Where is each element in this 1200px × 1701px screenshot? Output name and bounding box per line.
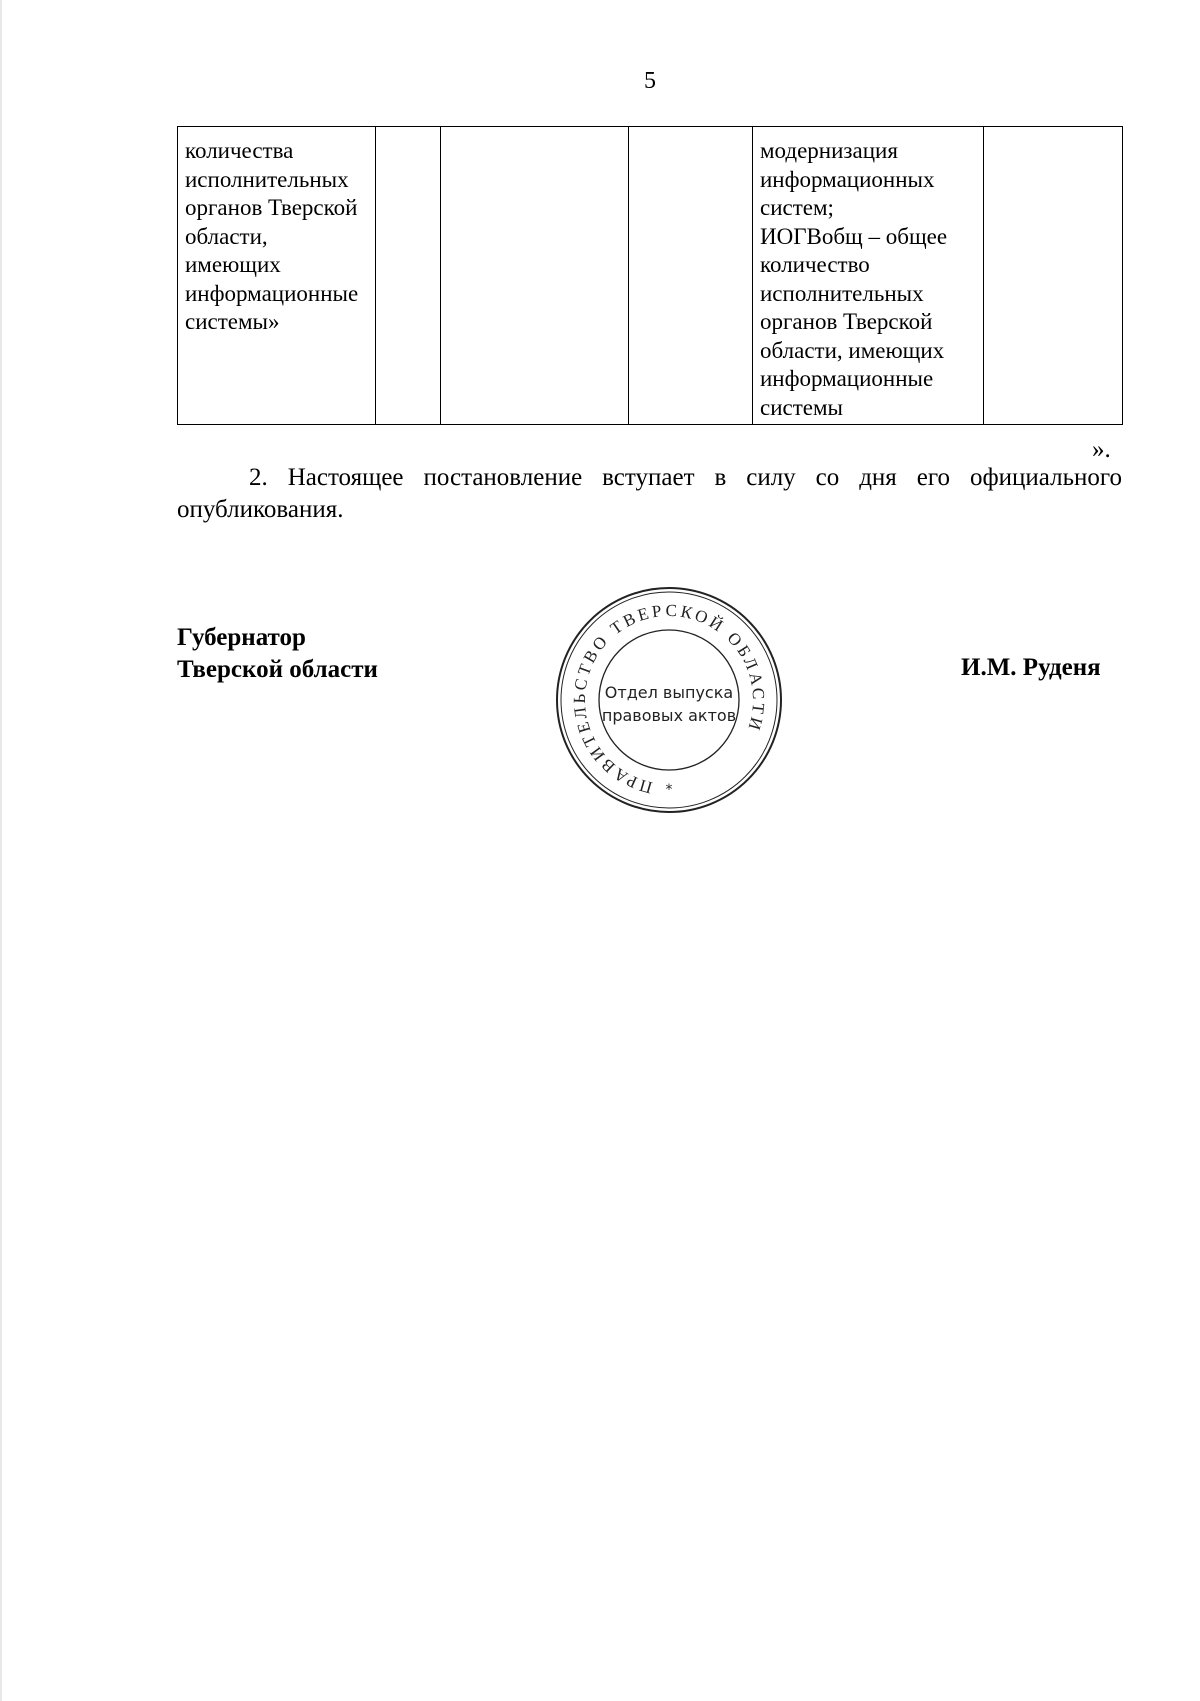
closing-quote: ». — [1092, 436, 1111, 463]
seal-center-line: Отдел выпуска — [604, 683, 734, 702]
cell-line: систем; — [760, 195, 834, 220]
official-seal — [554, 585, 784, 815]
signatory-title-line: Тверской области — [177, 656, 378, 683]
cell-line: имеющих — [185, 252, 281, 277]
cell-line: информационные — [185, 280, 359, 306]
signatory-title-line: Губернатор — [177, 624, 306, 651]
cell-line: органов Тверской — [185, 195, 358, 220]
seal-star: * — [665, 782, 673, 798]
scan-edge — [0, 0, 2, 1701]
table-cell-empty — [984, 127, 1123, 425]
table-cell-empty — [376, 127, 441, 425]
paragraph-2: 2. Настоящее постановление вступает в силу со дня его официального опубликования. — [177, 464, 1122, 523]
table-cell-formula — [753, 127, 984, 425]
seal-center-line: правовых актов — [601, 706, 737, 725]
table-cell-indicator — [178, 127, 376, 425]
cell-line: ИОГВобщ – общее — [760, 223, 948, 249]
continuation-table — [177, 126, 1123, 425]
cell-line: исполнительных — [760, 280, 924, 306]
table-row — [178, 127, 1123, 425]
cell-line: количества — [185, 138, 294, 163]
cell-line: органов Тверской — [760, 309, 933, 334]
cell-line: системы» — [185, 309, 280, 334]
cell-line: количество — [760, 252, 870, 277]
cell-line: области, имеющих — [760, 337, 945, 363]
cell-line: системы — [760, 394, 843, 420]
table-cell-empty — [629, 127, 753, 425]
signatory-name: И.М. Руденя — [961, 654, 1101, 681]
cell-line: исполнительных — [185, 166, 349, 192]
cell-line: модернизация — [760, 138, 898, 163]
page-number: 5 — [644, 68, 656, 94]
cell-line: информационных — [760, 166, 935, 192]
cell-line: информационные — [760, 366, 934, 391]
signatory-title — [177, 622, 378, 686]
seal-ring-text: ПРАВИТЕЛЬСТВО ТВЕРСКОЙ ОБЛАСТИ — [569, 600, 769, 798]
table-cell-empty — [441, 127, 629, 425]
cell-line: области, — [185, 223, 268, 249]
